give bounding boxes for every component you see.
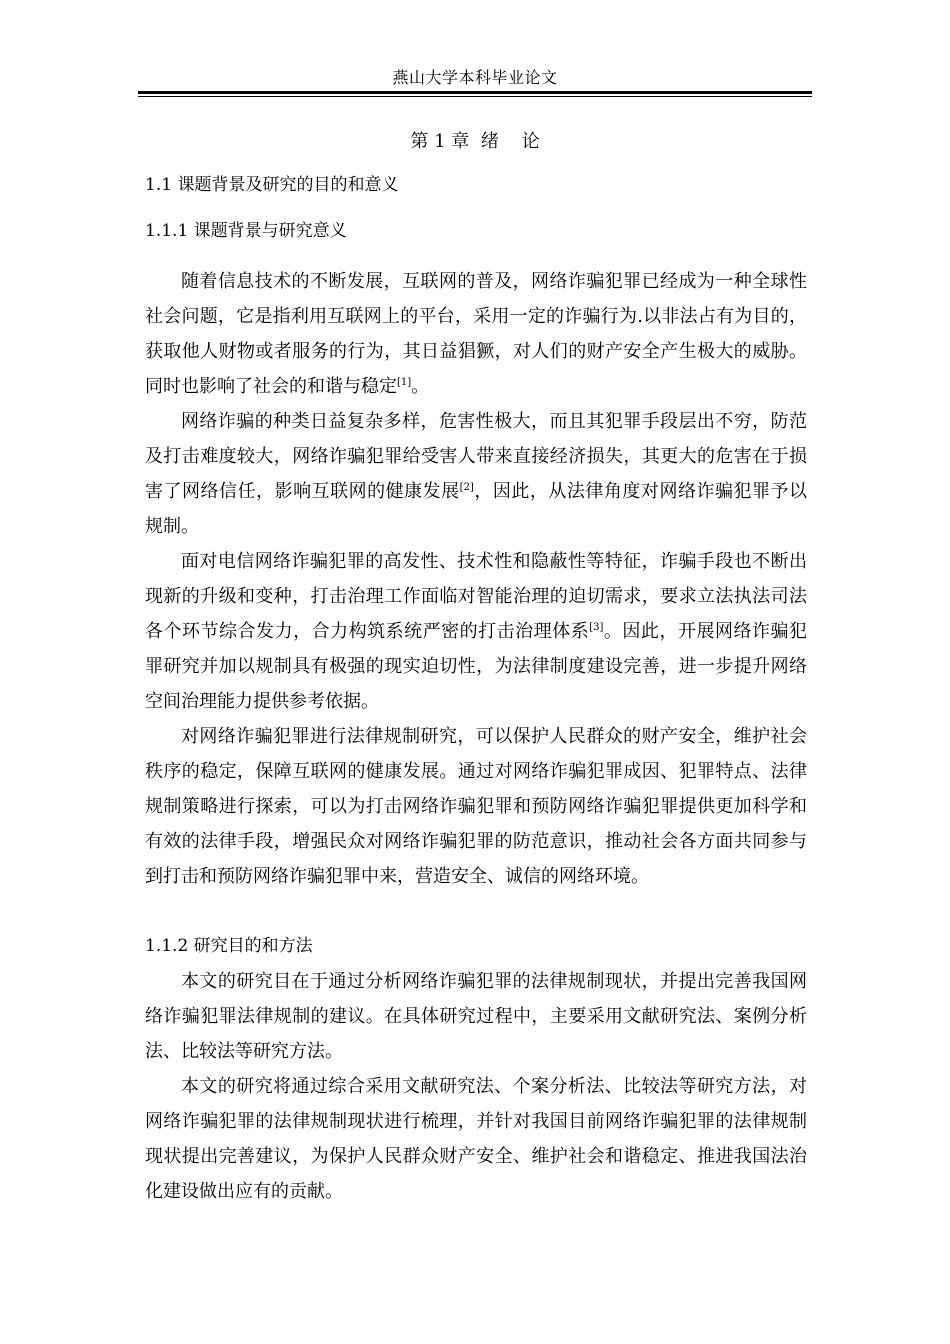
section-heading-1-1-2: 1.1.2 研究目的和方法 xyxy=(145,936,313,956)
chapter-title: 第 1 章 绪 论 xyxy=(410,131,540,152)
paragraph-1-tail: 。 xyxy=(411,376,430,397)
paragraph-4: 对网络诈骗犯罪进行法律规制研究，可以保护人民群众的财产安全，维护社会秩序的稳定，保障互联网的健康发展。通过对网络诈骗犯罪成因、犯罪特点、法律规制策略进行探索，可以为打击网络诈骗犯罪和预防网络诈骗犯罪提供更加科学和有效的法律手段，增强民众对网络诈骗犯罪的防范意识，推动社会各方面共同参与到打击和预防网络诈骗犯罪中来，营造安全、诚信的网络环境。 xyxy=(145,726,807,887)
paragraph-3-tail: 。因此，开展网络诈骗犯罪研究并加以规制具有极强的现实迫切性，为法律制度建设完善，进一步提升网络空间治理能力提供参考依据。 xyxy=(145,621,808,712)
running-header: 燕山大学本科毕业论文 xyxy=(392,68,558,87)
paragraph-3 xyxy=(145,544,807,719)
header-rule-thin xyxy=(138,96,812,97)
paragraph-5: 本文的研究目在于通过分析网络诈骗犯罪的法律规制现状，并提出完善我国网络诈骗犯罪法律规制的建议。在具体研究过程中，主要采用文献研究法、案例分析法、比较法等研究方法。 xyxy=(145,971,807,1062)
section-heading-1-1: 1.1 课题背景及研究的目的和意义 xyxy=(145,175,399,195)
paragraph-1-text: 随着信息技术的不断发展，互联网的普及，网络诈骗犯罪已经成为一种全球性社会问题，它是指利用互联网上的平台，采用一定的诈骗行为.以非法占有为目的，获取他人财物或者服务的行为，其日益猖獗，对人们的财产安全产生极大的威胁。同时也影响了社会的和谐与稳定 xyxy=(145,271,807,397)
citation-3: [3] xyxy=(589,622,604,633)
section-heading-1-1-1: 1.1.1 课题背景与研究意义 xyxy=(145,221,347,241)
citation-2: [2] xyxy=(459,482,474,493)
paragraph-2-text: 网络诈骗的种类日益复杂多样，危害性极大，而且其犯罪手段层出不穷，防范及打击难度较大，网络诈骗犯罪给受害人带来直接经济损失，其更大的危害在于损害了网络信任，影响互联网的健康发展 xyxy=(145,411,807,502)
paragraph-6: 本文的研究将通过综合采用文献研究法、个案分析法、比较法等研究方法，对网络诈骗犯罪的法律规制现状进行梳理，并针对我国目前网络诈骗犯罪的法律规制现状提出完善建议，为保护人民群众财产安全、维护社会和谐稳定、推进我国法治化建设做出应有的贡献。 xyxy=(145,1076,807,1202)
header-rule-thick xyxy=(138,91,812,94)
paragraph-2-tail: ，因此，从法律角度对网络诈骗犯罪予以规制。 xyxy=(145,481,808,537)
citation-1: [1] xyxy=(397,377,412,388)
paragraph-1 xyxy=(145,264,807,404)
paragraph-2 xyxy=(145,404,807,544)
paragraph-3-text: 面对电信网络诈骗犯罪的高发性、技术性和隐蔽性等特征，诈骗手段也不断出现新的升级和变种，打击治理工作面临对智能治理的迫切需求，要求立法执法司法各个环节综合发力，合力构筑系统严密的打击治理体系 xyxy=(145,551,807,642)
